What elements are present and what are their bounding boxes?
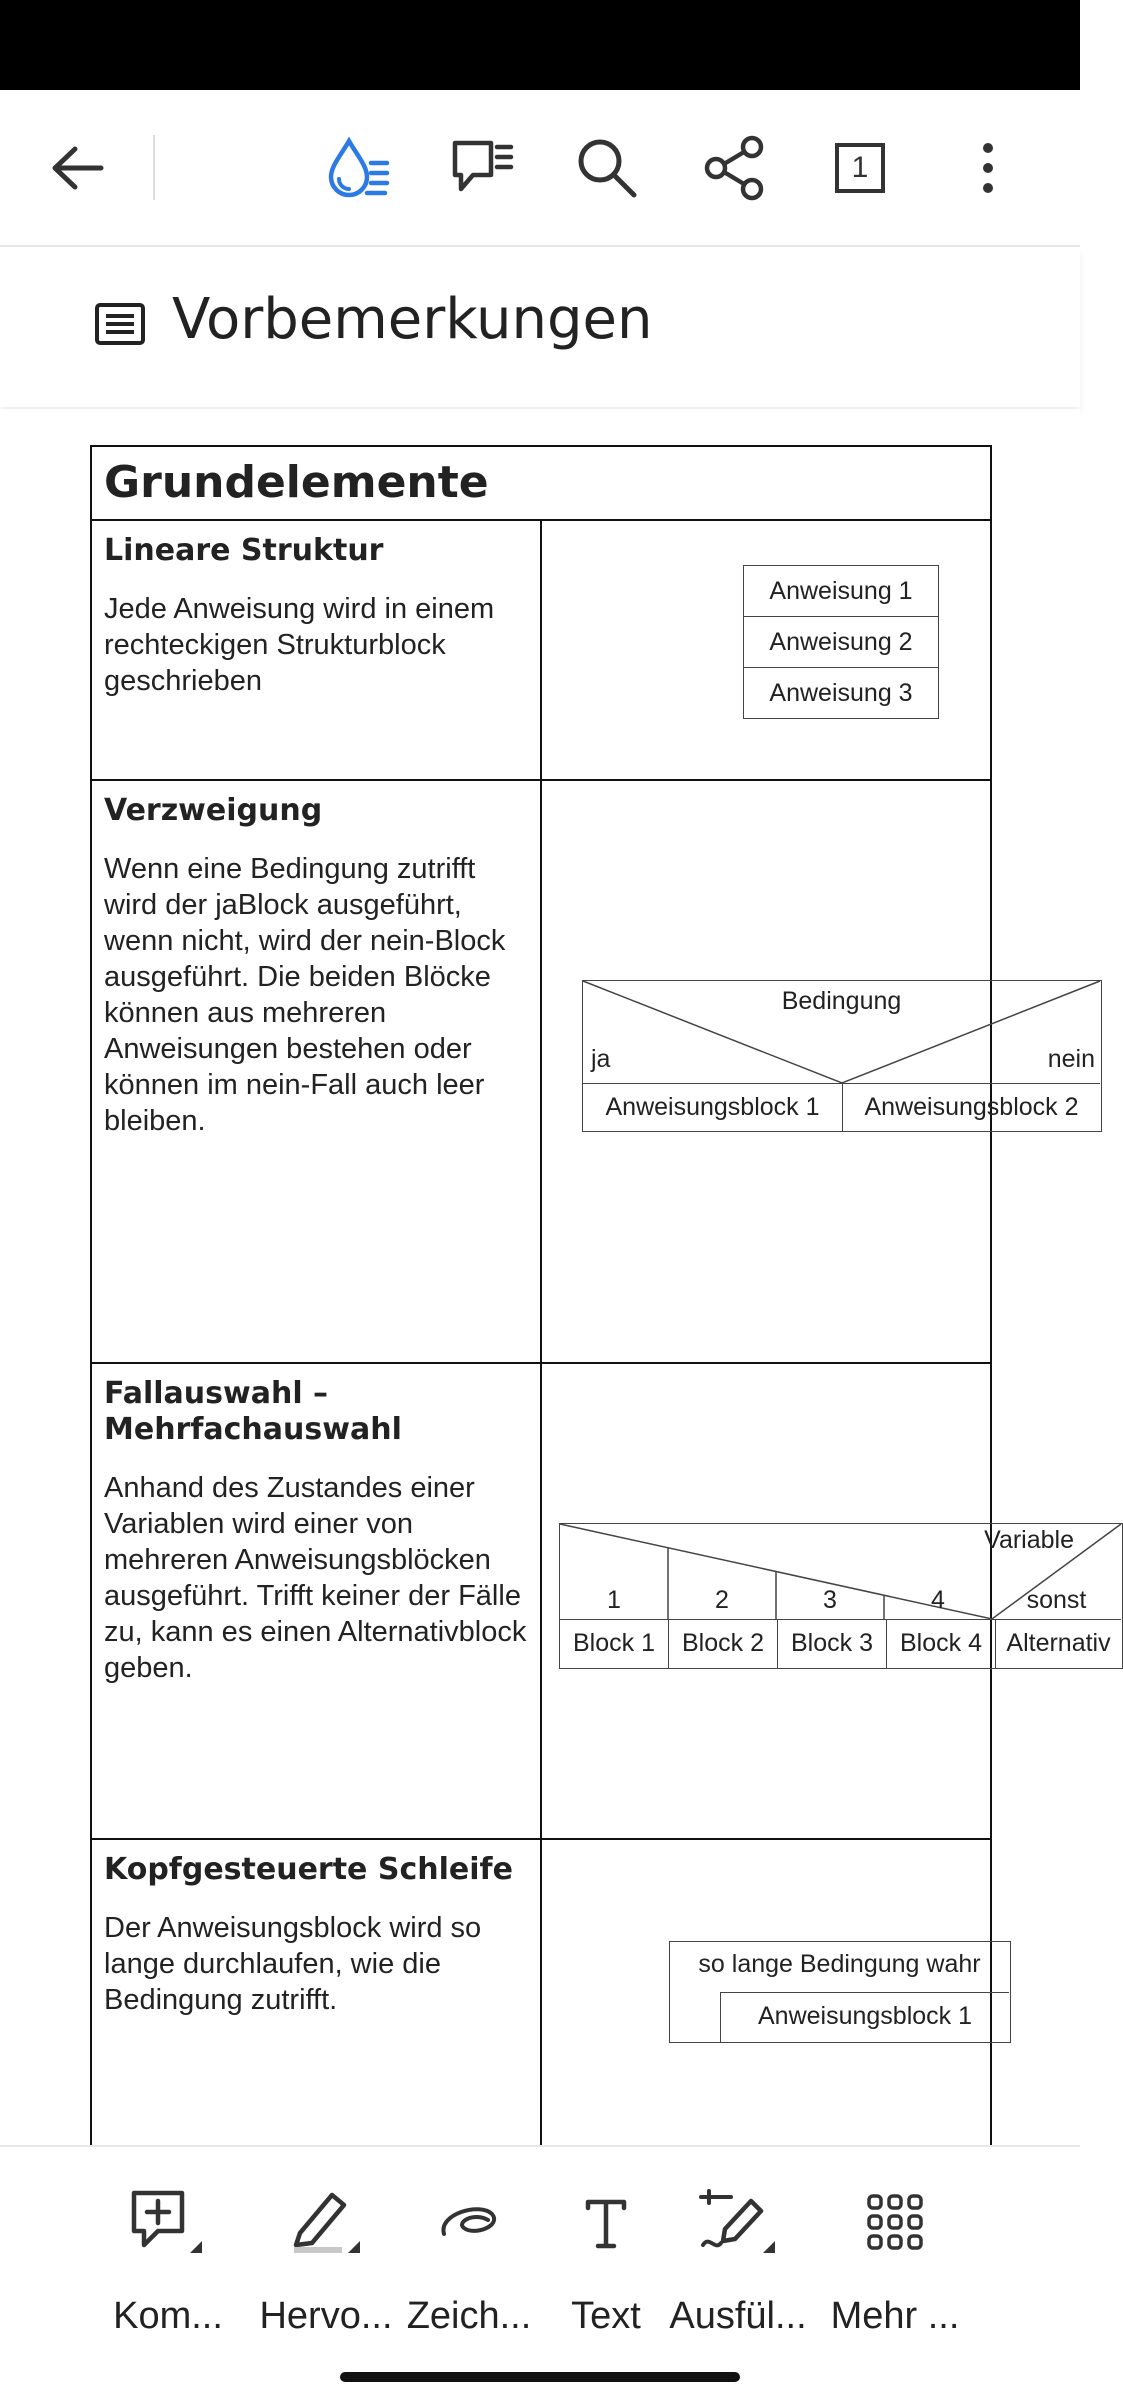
tool-label: Zeich... [406, 2295, 532, 2337]
bottom-tools-bar [0, 2145, 1080, 2402]
row-diagram [541, 1363, 1111, 1839]
page-number-button[interactable] [805, 90, 915, 245]
toolbar-divider [153, 135, 155, 200]
top-toolbar [0, 90, 1080, 247]
section-header[interactable] [0, 247, 1080, 407]
case-variable-label: Variable [984, 1526, 1074, 1554]
case-block-row [560, 1619, 1121, 1669]
search-icon [572, 133, 642, 203]
loop-body-block: Anweisungsblock 1 [720, 1992, 1009, 2042]
table-row [91, 1363, 991, 1839]
draw-freehand-icon [434, 2192, 504, 2252]
row-text: Der Anweisungsblock wird so lange durchlaufen, wie die Bedingung zutrifft. [104, 1912, 482, 2016]
row-diagram [541, 520, 991, 780]
comment-tool[interactable] [93, 2187, 243, 2338]
case-block: Block 1 [560, 1620, 669, 1669]
page-number-box [835, 143, 885, 193]
row-text: Anhand des Zustandes einer Variablen wird einer von mehreren Anweisungsblöcken ausgeführt. Trifft keiner der Fälle zu, kann es einen Alternativblock geben. [104, 1472, 527, 1684]
tool-label: Ausfül... [669, 2295, 807, 2337]
branch-condition: Bedingung [781, 987, 902, 1015]
comments-list-icon [447, 133, 517, 203]
loop-diagram [669, 1941, 1011, 2043]
row-heading: Kopfgesteuerte Schleife [104, 1852, 513, 1887]
more-tools-button[interactable] [820, 2187, 970, 2338]
case-block: Block 3 [778, 1620, 887, 1669]
branch-no-label: nein [1047, 1045, 1095, 1073]
table-row [91, 780, 991, 1363]
row-heading: Lineare Struktur [104, 533, 384, 568]
case-block: Block 2 [669, 1620, 778, 1669]
branch-yes-block: Anweisungsblock 1 [583, 1084, 843, 1132]
linear-structure-diagram [743, 565, 939, 719]
statement-block: Anweisung 2 [743, 617, 939, 668]
home-indicator[interactable] [340, 2372, 740, 2382]
row-diagram [541, 1839, 991, 2179]
case-diagram [559, 1523, 1123, 1669]
comments-button[interactable] [427, 90, 537, 245]
draw-tool[interactable] [394, 2187, 544, 2338]
branch-diagram [582, 980, 1102, 1132]
overflow-menu-button[interactable] [933, 90, 1043, 245]
tool-label: Kom... [113, 2295, 223, 2337]
case-label: 4 [931, 1586, 945, 1614]
row-text: Jede Anweisung wird in einem rechteckigen Strukturblock geschrieben [104, 593, 495, 697]
tool-label: Mehr ... [830, 2295, 960, 2337]
table-title: Grundelemente [91, 446, 991, 520]
back-arrow-icon [47, 143, 107, 193]
case-block: Block 4 [887, 1620, 996, 1669]
case-label: 3 [823, 1586, 837, 1614]
fill-sign-icon [695, 2187, 781, 2257]
branch-no-block: Anweisungsblock 2 [864, 1093, 1079, 1121]
liquid-mode-icon [323, 133, 393, 203]
share-icon [700, 133, 770, 203]
statement-block: Anweisung 3 [743, 668, 939, 719]
more-grid-icon [865, 2192, 925, 2252]
page-number: 1 [851, 150, 869, 184]
pdf-page [90, 445, 1111, 2180]
case-label: sonst [1026, 1586, 1087, 1614]
row-description [91, 1839, 541, 2179]
search-button[interactable] [552, 90, 662, 245]
branch-yes-label: ja [591, 1045, 611, 1073]
comment-add-icon [128, 2187, 208, 2257]
row-diagram [541, 780, 1095, 1363]
tool-label: Text [571, 2295, 641, 2337]
status-bar [0, 0, 1080, 90]
liquid-mode-button[interactable] [303, 90, 413, 245]
row-heading: Fallauswahl – Mehrfachauswahl [104, 1376, 402, 1447]
text-tool[interactable] [531, 2187, 681, 2338]
back-button[interactable] [22, 90, 132, 245]
document-outline-icon [94, 302, 146, 346]
row-description [91, 520, 541, 780]
highlight-tool[interactable] [251, 2187, 401, 2338]
row-heading: Verzweigung [104, 793, 323, 828]
section-title: Vorbemerkungen [172, 287, 653, 352]
case-label: 2 [715, 1586, 729, 1614]
case-block: Alternativ [1006, 1629, 1111, 1657]
table-row [91, 520, 991, 780]
table-row [91, 1839, 991, 2179]
branch-block-row [583, 1083, 1100, 1132]
row-description [91, 1363, 541, 1839]
text-icon [576, 2192, 636, 2252]
loop-condition: so lange Bedingung wahr [698, 1950, 981, 1978]
tool-label: Hervo... [259, 2295, 393, 2337]
document-viewer[interactable] [0, 409, 1111, 2145]
row-text: Wenn eine Bedingung zutrifft wird der jaBlock ausgeführt, wenn nicht, wird der nein-Block ausgeführt. Die beiden Blöcke können aus mehreren Anweisungen bestehen oder können im nein-Fall auch leer bleiben. [104, 853, 506, 1137]
case-label: 1 [607, 1586, 621, 1614]
more-vertical-icon [978, 138, 998, 198]
row-description [91, 780, 541, 1363]
highlighter-icon [286, 2187, 366, 2257]
elements-table [90, 445, 1111, 2180]
statement-block: Anweisung 1 [743, 565, 939, 617]
fill-sign-tool[interactable] [663, 2187, 813, 2338]
share-button[interactable] [680, 90, 790, 245]
